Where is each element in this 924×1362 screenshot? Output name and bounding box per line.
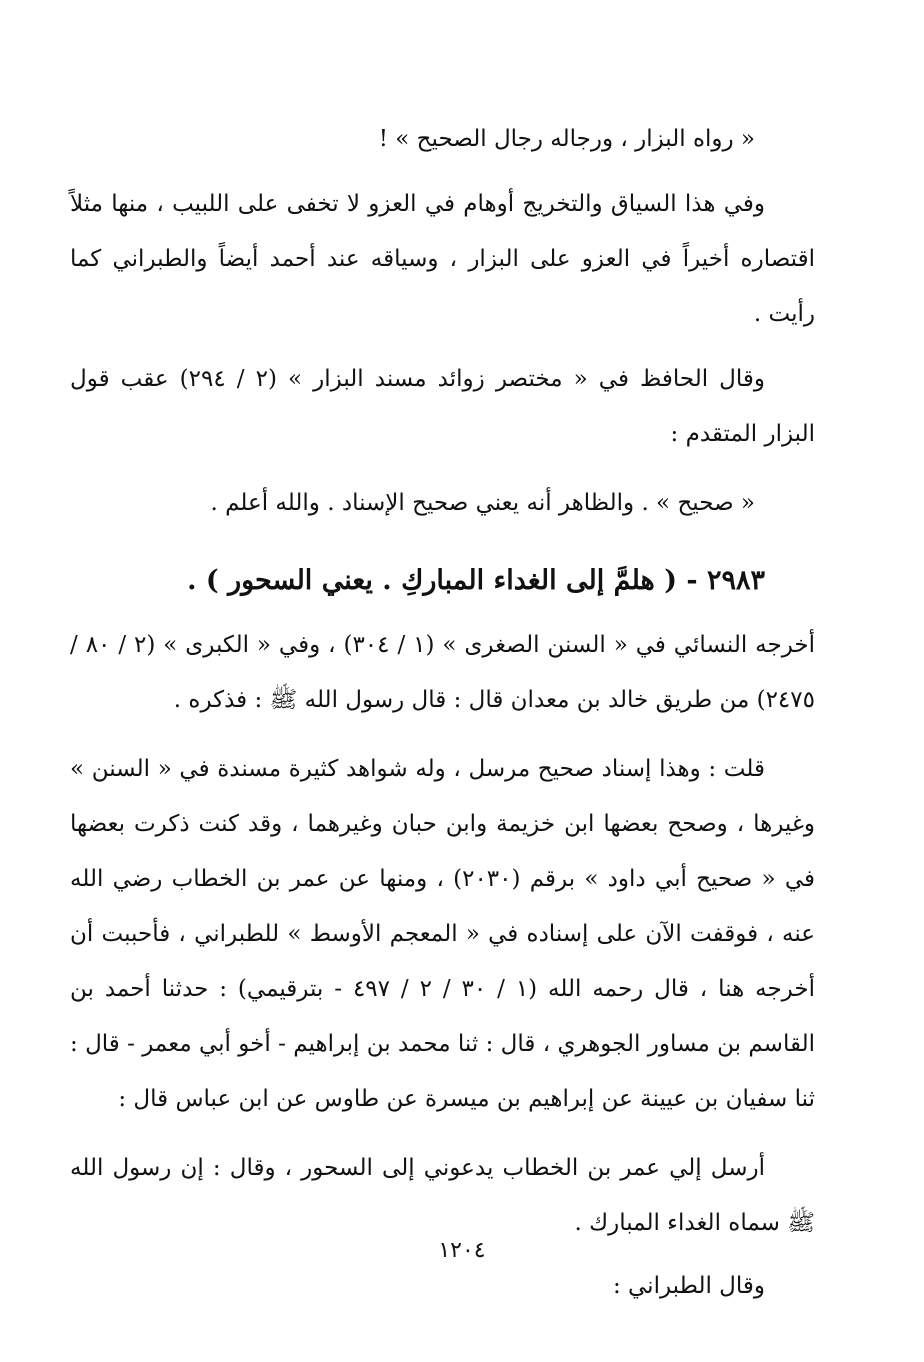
paragraph-hadith-text: أرسل إلي عمر بن الخطاب يدعوني إلى السحور ، وقال : إن رسول الله ﷺ سماه الغداء المبارك . — [70, 1155, 815, 1236]
paragraph-takhrij: أخرجه النسائي في « السنن الصغرى » (١ / ٣٠٤) ، وفي « الكبرى » (٢ / ٨٠ / ٢٤٧٥) من طريق خالد بن معدان قال : قال رسول الله ﷺ : فذكره . — [70, 632, 816, 713]
page-body — [70, 112, 815, 1314]
paragraph-commentary: وفي هذا السياق والتخريج أوهام في العزو لا تخفى على اللبيب ، منها مثلاً اقتصاره أخيراً في العزو على البزار ، وسياقه عند أحمد أيضاً والطبراني كما رأيت . — [70, 191, 815, 327]
paragraph-hafiz-quote: وقال الحافظ في « مختصر زوائد مسند البزار » (٢ / ٢٩٤) عقب قول البزار المتقدم : — [70, 366, 815, 447]
paragraph-tabarani: وقال الطبراني : — [612, 1273, 765, 1299]
hadith-heading: ٢٩٨٣ - ( هلمَّ إلى الغداء المباركِ . يعني السحور ) . — [187, 565, 765, 596]
quote-sahih: « صحيح » . والظاهر أنه يعني صحيح الإسناد . والله أعلم . — [210, 490, 755, 516]
paragraph-analysis: قلت : وهذا إسناد صحيح مرسل ، وله شواهد كثيرة مسندة في « السنن » وغيرها ، وصحح بعضها ابن خزيمة وابن حبان وغيرهما ، وقد كنت ذكرت بعضها في « صحيح أبي داود » برقم (٢٠٣٠) ، ومنها عن عمر بن الخطاب رضي الله عنه ، فوقفت الآن على إسناده في « المعجم الأوسط » للطبراني ، فأحببت أن أخرجه هنا ، قال رحمه الله (١ / ٣٠ / ٢ / ٤٩٧ - بترقيمي) : حدثنا أحمد بن القاسم بن مساور الجوهري ، قال : ثنا محمد بن إبراهيم - أخو أبي معمر - قال : ثنا سفيان بن عيينة عن إبراهيم بن ميسرة عن طاوس عن ابن عباس قال : — [70, 756, 815, 1112]
quote-bazzar: « رواه البزار ، ورجاله رجال الصحيح » ! — [378, 126, 755, 152]
page-number: ١٢٠٤ — [438, 1238, 486, 1263]
